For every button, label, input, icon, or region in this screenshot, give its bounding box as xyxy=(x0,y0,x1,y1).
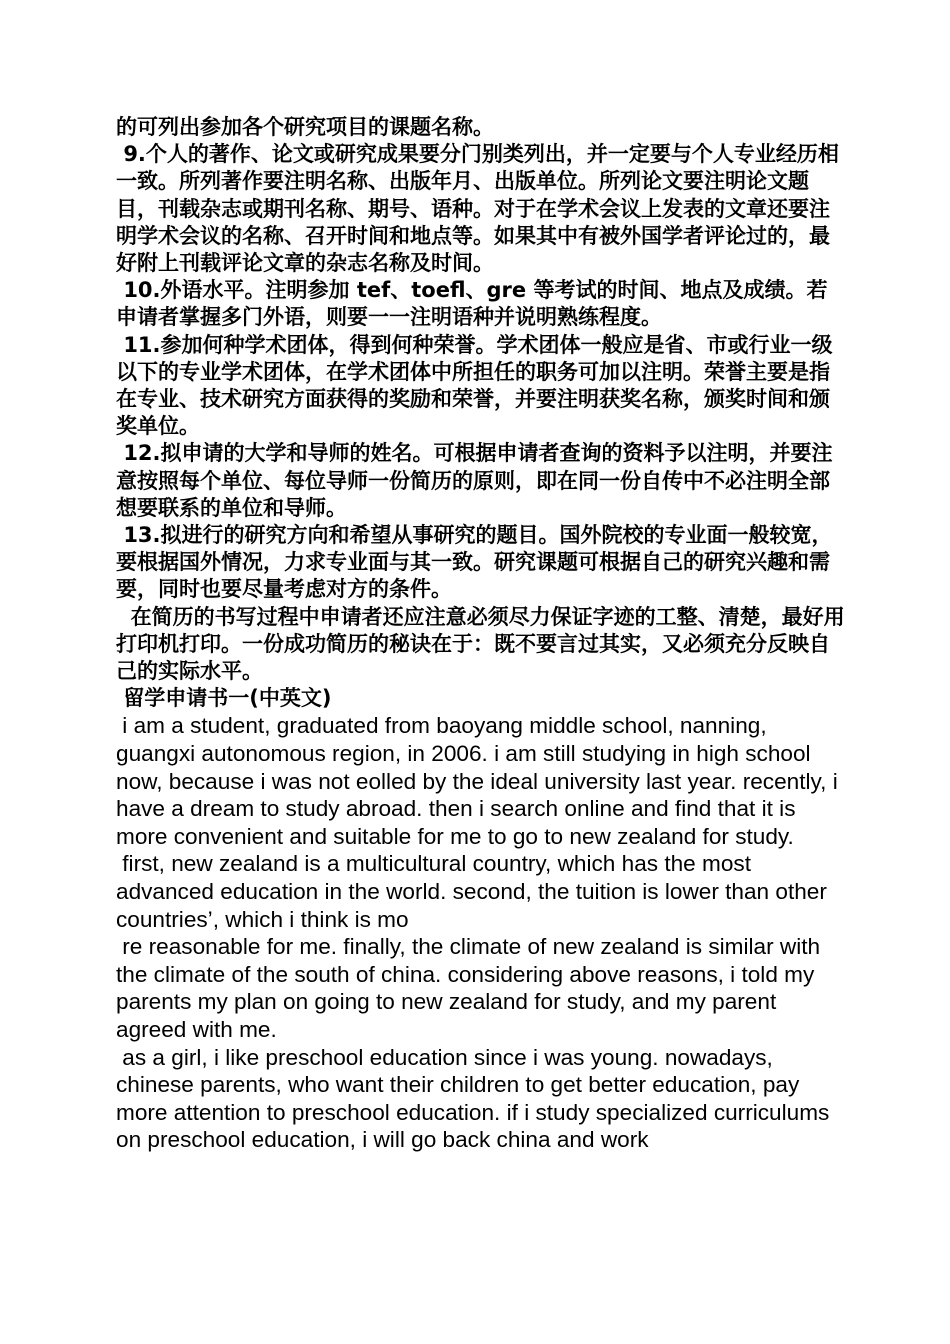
document-page xyxy=(116,114,846,1154)
paragraph-research-direction: 13.拟进行的研究方向和希望从事研究的题目。国外院校的专业面一般较宽，要根据国外情况，力求专业面与其一致。研究课题可根据自己的研究兴趣和需要，同时也要尽量考虑对方的条件。 xyxy=(116,523,833,602)
paragraph-introduction: i am a student, graduated from baoyang middle school, nanning, guangxi autonomous region, in 2006. i am still studying in high school now, because i was not eolled by the ideal university last year. recently, i have a dream to study abroad. then i search online and find that it is more convenient and suitable for me to go to new zealand for study. xyxy=(116,713,845,849)
paragraph-research-topics: 的可列出参加各个研究项目的课题名称。 xyxy=(116,115,494,139)
paragraph-publications: 9.个人的著作、论文或研究成果要分门别类列出，并一定要与个人专业经历相一致。所列著作要注明名称、出版年月、出版单位。所列论文要注明论文题目，刊载杂志或期刊名称、期号、语种。对于在学术会议上发表的文章还要注明学术会议的名称、召开时间和地点等。如果其中有被外国学者评论过的，最好附上刊载评论文章的杂志名称及时间。 xyxy=(116,142,839,276)
paragraph-universities-supervisors: 12.拟申请的大学和导师的姓名。可根据申请者查询的资料予以注明，并要注意按照每个单位、每位导师一份简历的原则，即在同一份自传中不必注明全部想要联系的单位和导师。 xyxy=(116,441,833,520)
paragraph-preschool: as a girl, i like preschool education since i was young. nowadays, chinese parents, who want their children to get better education, pay more attention to preschool education. if i study specialized curriculums on preschool education, i will go back china and work xyxy=(116,1044,836,1153)
paragraph-climate: re reasonable for me. finally, the climate of new zealand is similar with the climate of the south of china. considering above reasons, i told my parents my plan on going to new zealand for study, and my parent agreed with me. xyxy=(116,934,827,1042)
paragraph-writing-advice: 在简历的书写过程中申请者还应注意必须尽力保证字迹的工整、清楚，最好用打印机打印。一份成功简历的秘诀在于：既不要言过其实，又必须充分反映自己的实际水平。 xyxy=(116,604,845,684)
paragraph-academic-groups: 11.参加何种学术团体，得到何种荣誉。学术团体一般应是省、市或行业一级以下的专业学术团体，在学术团体中所担任的职务可加以注明。荣誉主要是指在专业、技术研究方面获得的奖励和荣誉，并要注明获奖名称，颁奖时间和颁奖单位。 xyxy=(116,332,833,439)
paragraph-reasons: first, new zealand is a multicultural country, which has the most advanced education in the world. second, the tuition is lower than other countries’, which i think is mo xyxy=(116,851,834,932)
paragraph-language-level: 10.外语水平。注明参加 tef、toefl、gre 等考试的时间、地点及成绩。若申请者掌握多门外语，则要一一注明语种并说明熟练程度。 xyxy=(116,278,828,330)
section-title: 留学申请书一(中英文) xyxy=(116,686,332,711)
